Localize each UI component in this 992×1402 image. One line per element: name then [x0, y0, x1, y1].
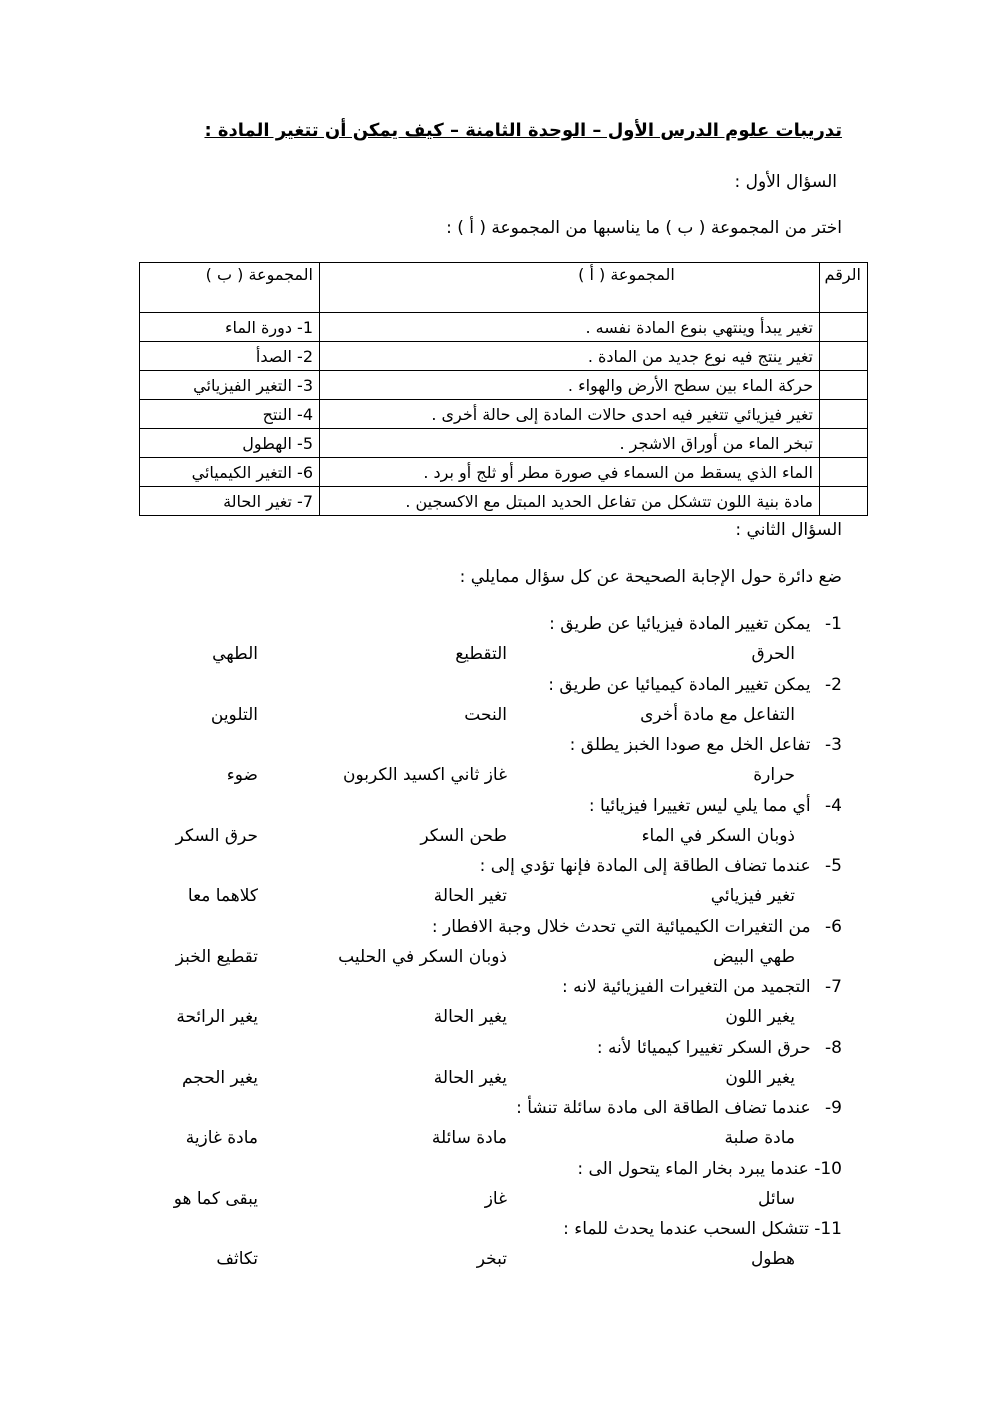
answer-option[interactable]: ذوبان السكر في الحليب [338, 947, 507, 967]
table-row [140, 458, 868, 487]
question-text: تتشكل السحب عندما يحدث للماء : [563, 1219, 809, 1239]
answer-option[interactable]: هطول [750, 1249, 795, 1269]
question-number: 6- [825, 917, 842, 937]
question-number: 10- [814, 1159, 842, 1179]
question-text: يمكن تغيير المادة كيميائيا عن طريق : [548, 675, 811, 695]
answer-option[interactable]: النحت [464, 705, 507, 725]
answer-option[interactable]: ضوء [226, 765, 258, 785]
answer-option[interactable]: مادة سائلة [431, 1128, 507, 1148]
question-number: 9- [825, 1098, 842, 1118]
row-number[interactable] [820, 313, 868, 342]
answer-option[interactable]: مادة غازية [185, 1128, 258, 1148]
row-number[interactable] [820, 487, 868, 516]
answer-option[interactable]: تكاثف [216, 1249, 258, 1269]
table-row [140, 487, 868, 516]
question-2-instruction: ضع دائرة حول الإجابة الصحيحة عن كل سؤال ممايلي : [459, 567, 842, 587]
question-item [577, 1159, 842, 1179]
row-group-b: 2- الصدأ [140, 342, 320, 371]
question-text: التجميد من التغيرات الفيزيائية لانه : [562, 977, 811, 997]
row-number[interactable] [820, 342, 868, 371]
question-item [562, 977, 842, 997]
table-row [140, 400, 868, 429]
row-group-b: 1- دورة الماء [140, 313, 320, 342]
answer-option[interactable]: التلوين [210, 705, 258, 725]
table-row [140, 342, 868, 371]
question-text: تفاعل الخل مع صودا الخبز يطلق : [569, 735, 811, 755]
question-text: يمكن تغيير المادة فيزيائيا عن طريق : [549, 614, 811, 634]
answer-option[interactable]: يغير الحالة [433, 1068, 507, 1088]
question-item [548, 675, 842, 695]
question-number: 3- [825, 735, 842, 755]
row-group-a: تبخر الماء من أوراق الاشجر . [320, 429, 820, 458]
matching-table-header-row [140, 263, 868, 313]
answer-option[interactable]: التقطيع [455, 644, 507, 664]
table-row [140, 371, 868, 400]
answer-option[interactable]: طحن السكر [420, 826, 507, 846]
question-text: عندما تضاف الطاقة إلى المادة فإنها تؤدي إلى : [479, 856, 811, 876]
question-text: حرق السكر تغييرا كيميائا لأنه : [596, 1038, 811, 1058]
answer-option[interactable]: غاز [484, 1189, 507, 1209]
row-number[interactable] [820, 429, 868, 458]
answer-option[interactable]: طهي البيض [713, 947, 795, 967]
answer-option[interactable]: تغير الحالة [433, 886, 507, 906]
question-item [549, 614, 842, 634]
header-group-a: المجموعة ( أ ) [320, 263, 820, 313]
answer-option[interactable]: ذوبان السكر في الماء [641, 826, 795, 846]
question-item [589, 796, 842, 816]
answer-option[interactable]: تبخر [476, 1249, 507, 1269]
question-1-heading: السؤال الأول : [734, 172, 837, 192]
header-number: الرقم [820, 263, 868, 313]
answer-option[interactable]: الطهي [212, 644, 258, 664]
answer-option[interactable]: يغير اللون [725, 1068, 795, 1088]
table-row [140, 429, 868, 458]
question-number: 1- [825, 614, 842, 634]
answer-option[interactable]: تقطيع الخبز [175, 947, 258, 967]
answer-option[interactable]: يغير الحجم [181, 1068, 258, 1088]
question-number: 7- [825, 977, 842, 997]
question-number: 8- [825, 1038, 842, 1058]
question-item [563, 1219, 842, 1239]
row-number[interactable] [820, 400, 868, 429]
header-group-b: المجموعة ( ب ) [140, 263, 320, 313]
answer-option[interactable]: غاز ثاني اكسيد الكربون [342, 765, 507, 785]
row-number[interactable] [820, 458, 868, 487]
row-group-b: 6- التغير الكيميائي [140, 458, 320, 487]
question-item [597, 1038, 842, 1058]
answer-option[interactable]: التفاعل مع مادة أخرى [640, 705, 795, 725]
question-text: أي مما يلي ليس تغييرا فيزيائيا : [588, 796, 811, 816]
row-group-b: 3- التغير الفيزيائي [140, 371, 320, 400]
question-number: 4- [825, 796, 842, 816]
answer-option[interactable]: حرارة [753, 765, 795, 785]
question-item [570, 735, 842, 755]
answer-option[interactable]: الحرق [751, 644, 795, 664]
worksheet-title: تدريبات علوم الدرس الأول – الوحدة الثامنة – كيف يمكن أن تتغير المادة : [204, 120, 842, 141]
question-text: عندما يبرد بخار الماء يتحول الى : [577, 1159, 809, 1179]
row-group-a: تغير ينتج فيه نوع جديد من المادة . [320, 342, 820, 371]
question-item [480, 856, 842, 876]
row-group-a: تغير فيزيائي تتغير فيه احدى حالات المادة إلى حالة أخرى . [320, 400, 820, 429]
row-group-b: 5- الهطول [140, 429, 320, 458]
row-group-a: حركة الماء بين سطح الأرض والهواء . [320, 371, 820, 400]
answer-option[interactable]: تغير فيزيائي [710, 886, 795, 906]
row-group-b: 7- تغير الحالة [140, 487, 320, 516]
answer-option[interactable]: يبقى كما هو [173, 1189, 258, 1209]
answer-option[interactable]: يغير الرائحة [176, 1007, 258, 1027]
answer-option[interactable]: يغير اللون [725, 1007, 795, 1027]
question-text: عندما تضاف الطاقة الى مادة سائلة تنشأ : [516, 1098, 811, 1118]
question-item [432, 917, 842, 937]
answer-option[interactable]: كلاهما معا [187, 886, 258, 906]
question-number: 11- [814, 1219, 842, 1239]
answer-option[interactable]: سائل [757, 1189, 795, 1209]
row-number[interactable] [820, 371, 868, 400]
question-1-instruction: اختر من المجموعة ( ب ) ما يناسبها من المجموعة ( أ ) : [446, 218, 842, 238]
row-group-a: تغير يبدأ وينتهي بنوع المادة نفسه . [320, 313, 820, 342]
question-number: 2- [825, 675, 842, 695]
question-2-heading: السؤال الثاني : [735, 520, 842, 540]
row-group-a: مادة بنية اللون تتشكل من تفاعل الحديد المبتل مع الاكسجين . [320, 487, 820, 516]
question-text: من التغيرات الكيميائية التي تحدث خلال وجبة الافطار : [431, 917, 811, 937]
table-row [140, 313, 868, 342]
row-group-b: 4- النتح [140, 400, 320, 429]
answer-option[interactable]: حرق السكر [175, 826, 258, 846]
answer-option[interactable]: يغير الحالة [433, 1007, 507, 1027]
matching-table [139, 262, 868, 516]
question-number: 5- [825, 856, 842, 876]
answer-option[interactable]: مادة صلبة [724, 1128, 795, 1148]
row-group-a: الماء الذي يسقط من السماء في صورة مطر أو ثلج أو برد . [320, 458, 820, 487]
question-item [516, 1098, 842, 1118]
